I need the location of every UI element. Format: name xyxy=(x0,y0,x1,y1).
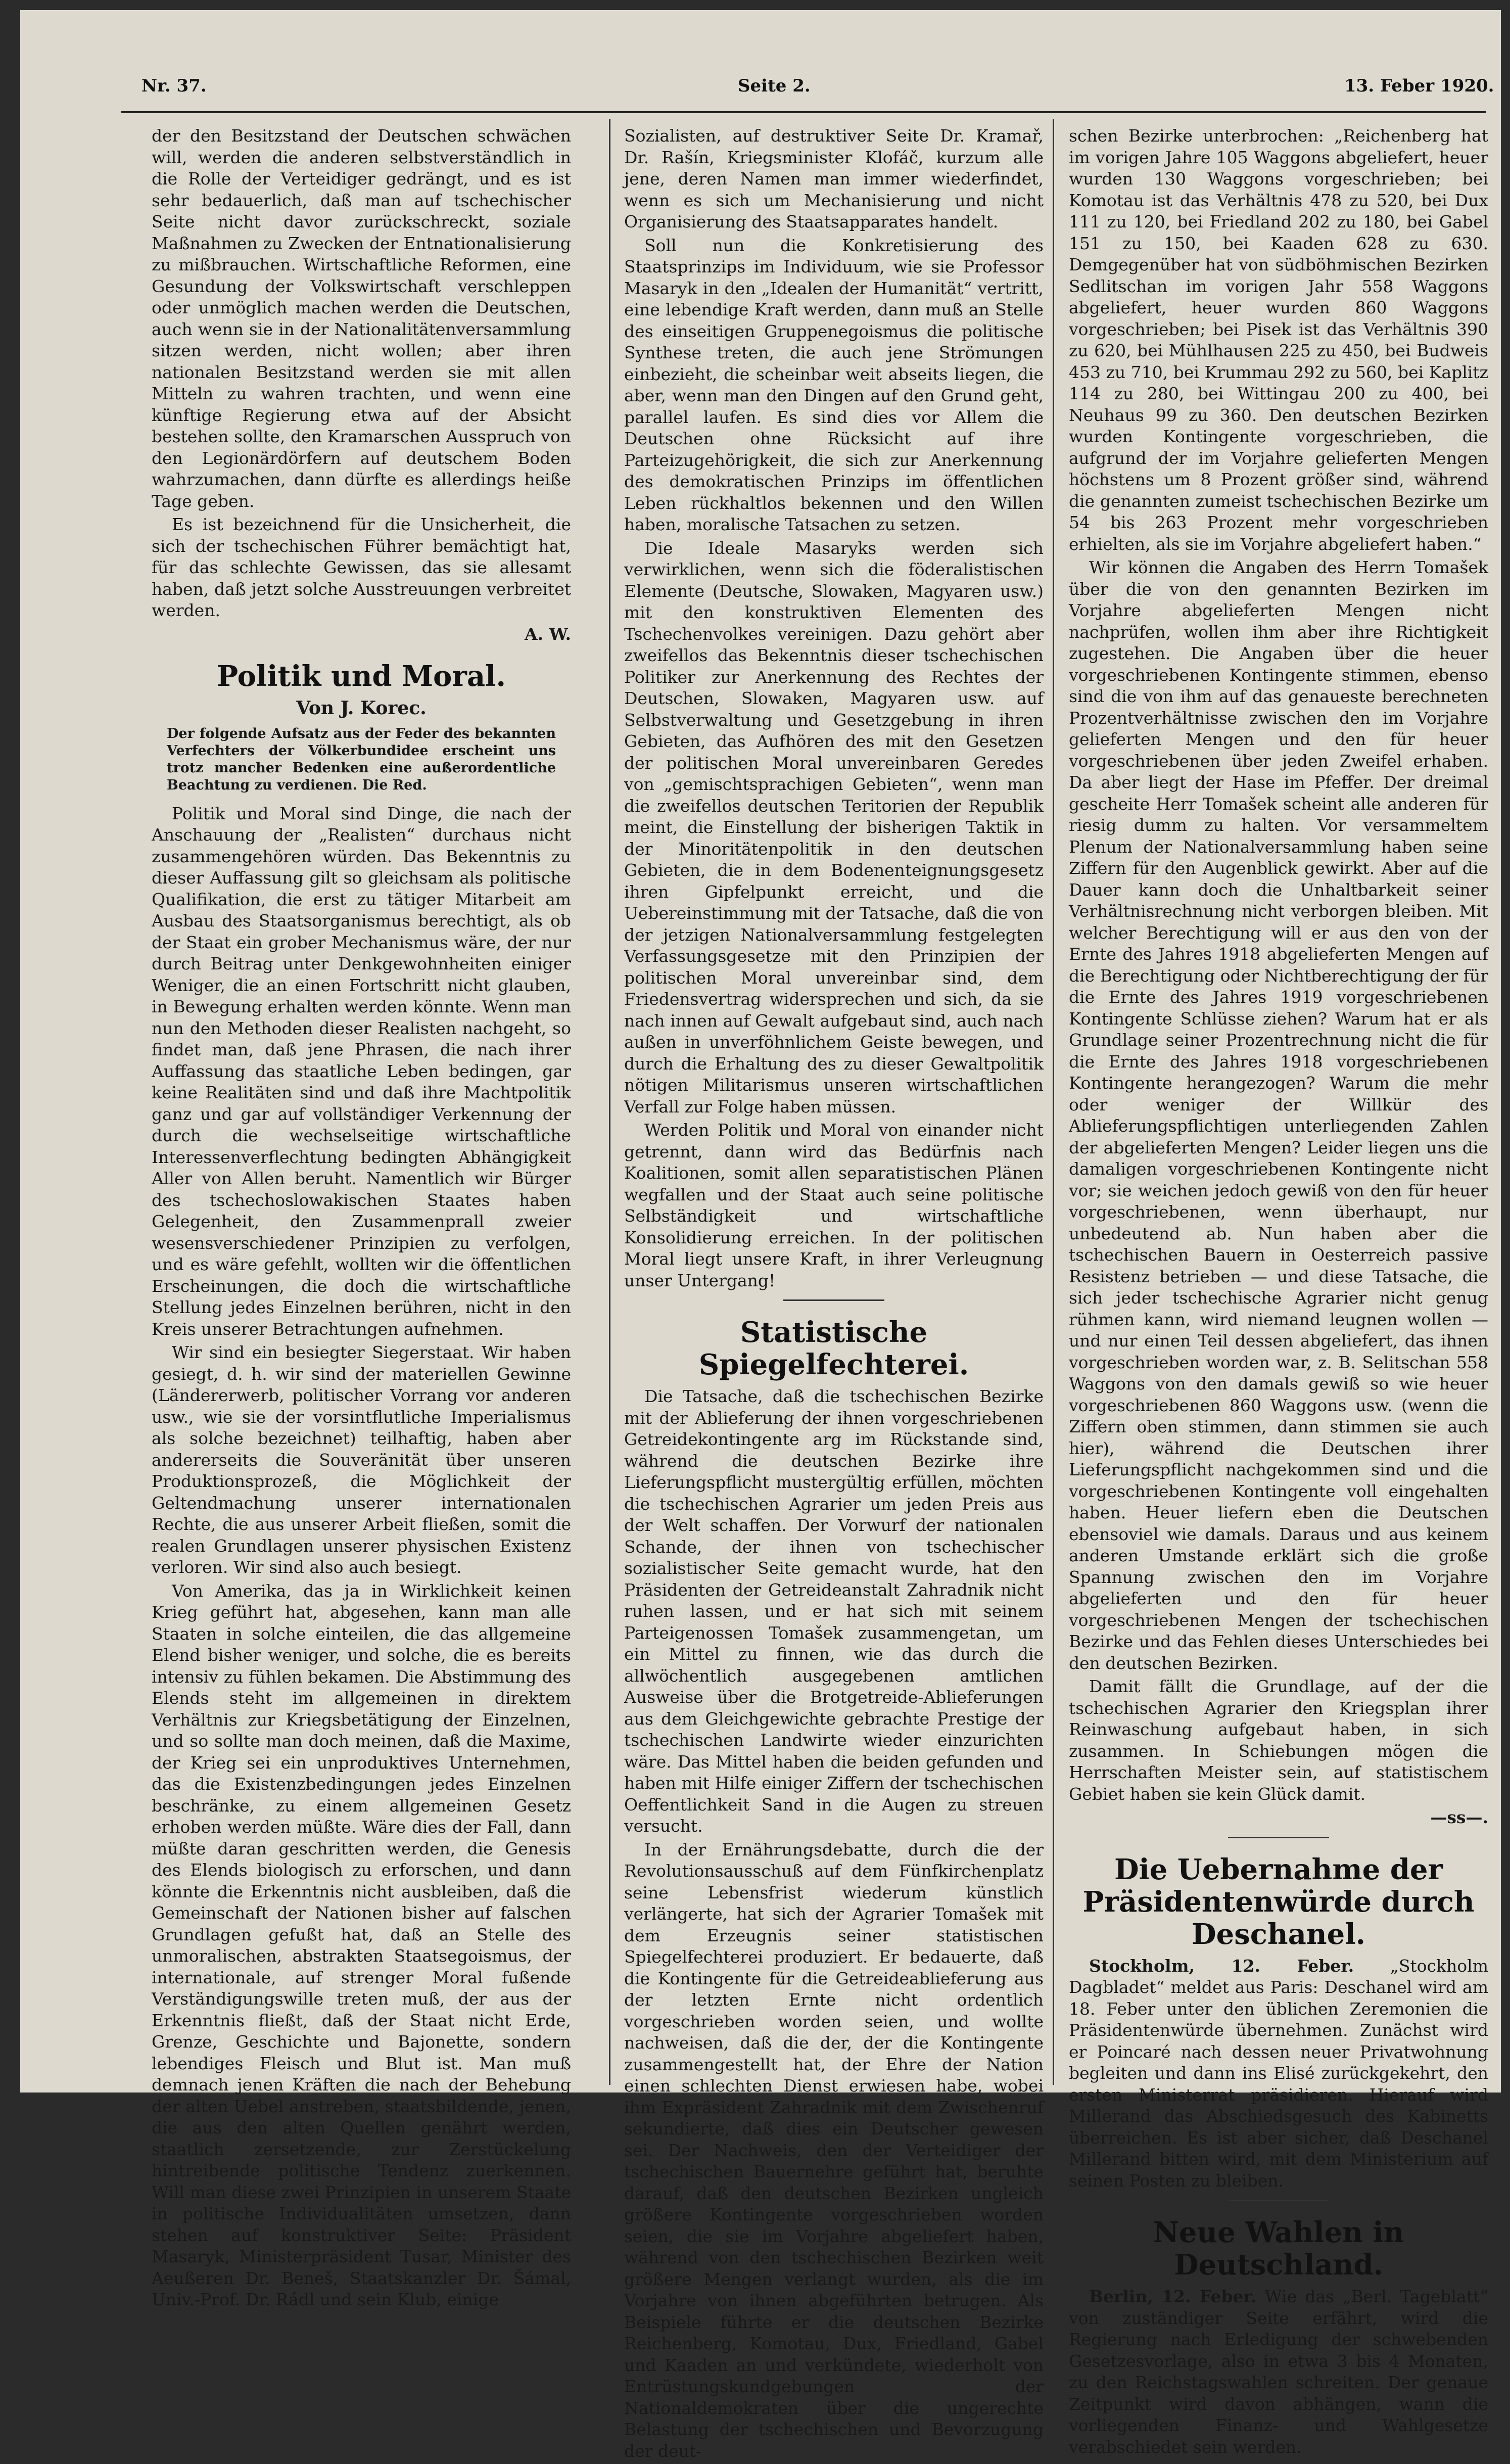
article-paragraph: Die Ideale Masaryks werden sich verwirklichen, wenn sich die föderalistischen Elemente (Deutsche, Slowaken, Magyaren usw.) mit den konstruktiven Elementen des Tschechenvolkes vereinigen. Dazu gehört aber zweifellos das Bekenntnis dieser tschechischen Politiker zur Anerkennung des Rechtes der Deutschen, Slowaken, Magyaren usw. auf Selbstverwaltung und Gesetzgebung in ihren Gebieten, das Aufhören des mit den Gesetzen der politischen Moral unvereinbaren Geredes von „gemischtsprachigen Gebieten“, wenn man die zweifellos deutschen Teritorien der Republik meint, die Einstellung der bisherigen Taktik in der Minoritätenpolitik in den deutschen Gebieten, die in dem Bodenenteignungsgesetz ihren Gipfelpunkt erreicht, und die Uebereinstimmung mit der Tatsache, daß die von der jetzigen Nationalversammlung festgelegten Verfassungsgesetze mit den Prinzipien der politischen Moral unvereinbar sind, dem Friedensvertrag widersprechen und sich, da sie nach innen auf Gewalt aufgebaut sind, auch nach außen in unverföhnlichem Geiste bewegen, und durch die Erhaltung des zu dieser Gewaltpolitik nötigen Militarismus unseren wirtschaftlichen Verfall zur Folge haben müssen. xyxy=(624,538,1044,1117)
article-paragraph: Wir sind ein besiegter Siegerstaat. Wir haben gesiegt, d. h. wir sind der materiellen Gewinne (Ländererwerb, politischer Vorrang vor anderen usw., wie sie der vorsintflutliche Imperialismus als solche bezeichnet) teilhaftig, haben aber andererseits die Souveränität über unseren Produktionsprozeß, die Möglichkeit der Geltendmachung unserer internationalen Rechte, die aus unserer Arbeit fließen, somit die realen Grundlagen unserer physischen Existenz verloren. Wir sind also auch besiegt. xyxy=(152,1342,571,1577)
editorial-note: Der folgende Aufsatz aus der Feder des bekannten Verfechters der Völkerbundidee erscheint uns trotz mancher Bedenken eine außerordentliche Beachtung zu verdienen. Die Red. xyxy=(167,725,556,793)
article-paragraph: Die Tatsache, daß die tschechischen Bezirke mit der Ablieferung der ihnen vorgeschriebenen Getreidekontingente arg im Rückstande sind, während die deutschen Bezirke ihre Lieferungspflicht mustergültig erfüllen, möchten die tschechischen Agrarier um jeden Preis aus der Welt schaffen. Der Vorwurf der nationalen Schande, der ihnen von tschechischer sozialistischer Seite gemacht wurde, hat den Präsidenten der Getreideanstalt Zahradnik nicht ruhen lassen, und er hat sich mit seinem Parteigenossen Tomašek zusammengetan, um ein Mittel zu finnen, wie das durch die allwöchentlich ausgegebenen amtlichen Ausweise über die Brotgetreide-Ablieferungen aus dem Gleichgewichte gebrachte Prestige der tschechischen Landwirte wieder einzurichten wäre. Das Mittel haben die beiden gefunden und haben mit Hilfe einiger Ziffern der tschechischen Oeffentlichkeit Sand in die Augen zu streuen versucht. xyxy=(624,1386,1044,1836)
article-byline: Von J. Korec. xyxy=(296,698,427,719)
article-paragraph: schen Bezirke unterbrochen: „Reichenberg hat im vorigen Jahre 105 Waggons abgeliefert, heuer wurden 130 Waggons vorgeschrieben; bei Komotau ist das Verhältnis 478 zu 520, bei Dux 111 zu 120, bei Friedland 202 zu 180, bei Gabel 151 zu 150, bei Kaaden 628 zu 630. Demgegenüber hat von südböhmischen Bezirken Sedlitschan im vorigen Jahr 558 Waggons abgeliefert, heuer wurden 860 Waggons vorgeschrieben; bei Pisek ist das Verhältnis 390 zu 620, bei Mühlhausen 225 zu 450, bei Budweis 453 zu 710, bei Krummau 292 zu 560, bei Kaplitz 114 zu 280, bei Wittingau 200 zu 400, bei Neuhaus 99 zu 360. Den deutschen Bezirken wurden Kontingente vorgeschrieben, die aufgrund der im Vorjahre gelieferten Mengen höchstens um 8 Prozent größer sind, während die genannten zumeist tschechischen Bezirke um 54 bis 263 Prozent mehr vorgeschrieben erhielten, als sie im Vorjahre abgeliefert haben.“ xyxy=(1069,126,1488,554)
column-divider xyxy=(1053,119,1054,2085)
article-paragraph: der den Besitzstand der Deutschen schwächen will, werden die anderen selbstverständlich in die Rolle der Verteidiger gedrängt, und es ist sehr bedauerlich, daß man auf tschechischer Seite nicht davor zurückschreckt, soziale Maßnahmen zu Zwecken der Entnationalisierung zu mißbrauchen. Wirtschaftliche Reformen, eine Gesundung der Volkswirtschaft verschleppen oder unmöglich machen werden die Deutschen, auch wenn sie in der Nationalitätenversammlung sitzen werden, nicht wollen; aber ihren nationalen Besitzstand werden sie mit allen Mitteln zu wahren trachten, und wenn eine künftige Regierung etwa auf der Absicht bestehen sollte, den Kramarschen Ausspruch von den Legionärdörfern auf deutschem Boden wahrzumachen, dann dürfte es allerdings heiße Tage geben. xyxy=(152,126,571,511)
article-paragraph: Werden Politik und Moral von einander nicht getrennt, dann wird das Bedürfnis nach Koalitionen, somit allen separatistischen Plänen wegfallen und der Staat auch seine politische Selbständigkeit und wirtschaftliche Konsolidierung erreichen. In der politischen Moral liegt unsere Kraft, in ihrer Verleugnung unser Untergang! xyxy=(624,1120,1044,1290)
news-body: „Stockholm Dagbladet“ meldet aus Paris: Deschanel wird am 18. Feber unter den üblichen Zeremonien die Präsidentenwürde übernehmen. Zunächst wird er Poincaré nach dessen neuer Privatwohnung begleiten und dann ins Elisé zurückgekehrt, den ersten Ministerrat präsidieren. Hierauf wird Millerand das Abschiedsgesuch des Kabinetts überreichen. Es ist aber sicher, daß Deschanel Millerand bitten wird, mit dem Ministerium auf seinen Posten zu bleiben. xyxy=(1069,1956,1488,2191)
article-paragraph: Soll nun die Konkretisierung des Staatsprinzips im Individuum, wie sie Professor Masaryk in den „Idealen der Humanität“ vertritt, eine lebendige Kraft werden, dann muß an Stelle des einseitigen Gruppenegoismus die politische Synthese treten, die auch jene Strömungen einbezieht, die scheinbar weit abseits liegen, die aber, wenn man den Dingen auf den Grund geht, parallel laufen. Es sind dies vor Allem die Deutschen ohne Rücksicht auf ihre Parteizugehörigkeit, die sich zur Anerkennung des demokratischen Prinzips im öffentlichen Leben rückhaltlos bekennen und den Willen haben, moralische Tatsachen zu setzen. xyxy=(624,235,1044,534)
article-headline: Politik und Moral. xyxy=(217,660,506,693)
article-headline: Statistische Spiegelfechterei. xyxy=(698,1316,969,1381)
dateline: Berlin, 12. Feber. xyxy=(1089,2287,1257,2306)
section-divider xyxy=(783,1299,884,1301)
issue-date: 13. Feber 1920. xyxy=(1344,76,1494,96)
column-divider xyxy=(609,119,610,2085)
section-divider xyxy=(1228,1837,1329,1838)
dateline: Stockholm, 12. Feber. xyxy=(1089,1956,1354,1976)
section-divider xyxy=(1228,2200,1329,2201)
page-number: Seite 2. xyxy=(738,76,811,96)
article-paragraph: Damit fällt die Grundlage, auf der die tschechischen Agrarier den Kriegsplan ihrer Reinwaschung aufgebaut haben, in sich zusammen. In Schiebungen mögen die Herrschaften Meister sein, auf statistischem Gebiet haben sie kein Glück damit. xyxy=(1069,1677,1488,1804)
article-paragraph: Es ist bezeichnend für die Unsicherheit, die sich der tschechischen Führer bemächtigt hat, für das schlechte Gewissen, das sie allesamt haben, daß jetzt solche Ausstreuungen verbreitet werden. xyxy=(152,515,571,620)
column-3 xyxy=(1069,125,1488,2460)
article-paragraph: Wir können die Angaben des Herrn Tomašek über die von den genannten Bezirken im Vorjahre abgelieferten Mengen nicht nachprüfen, wollen ihm aber ihre Richtigkeit zugestehen. Die Angaben über die heuer vorgeschriebenen Kontingente stimmen, ebenso sind die von ihm auf das genaueste berechneten Prozentverhältnisse zwischen den im Vorjahre gelieferten Mengen und den für heuer vorgeschriebenen über jeden Zweifel erhaben. Da aber liegt der Hase im Pfeffer. Der dreimal gescheite Herr Tomašek scheint alle anderen für riesig dumm zu halten. Vor versammeltem Plenum der Nationalversammlung haben seine Ziffern für den Augenblick gewirkt. Aber auf die Dauer kann doch die Unhaltbarkeit seiner Verhältnisrechnung nicht verborgen bleiben. Mit welcher Berechtigung will er aus den von der Ernte des Jahres 1918 abgelieferten Mengen auf die Berechtigung oder Nichtberechtigung der für die Ernte des Jahres 1919 vorgeschriebenen Kontingente Schlüsse ziehen? Warum hat er als Grundlage seiner Prozentrechnung nicht die für die Ernte des Jahres 1918 vorgeschriebenen Kontingente herangezogen? Warum die mehr oder weniger der Willkür des Ablieferungspflichtigen unterliegenden Zahlen der abgelieferten Mengen? Leider liegen uns die damaligen vorgeschriebenen Kontingente nicht vor; sie weichen jedoch gewiß von den für heuer vorgeschriebenen, wenn überhaupt, nur unbedeutend ab. Nun haben aber die tschechischen Bauern in Oesterreich passive Resistenz betrieben — und diese Tatsache, die sich jeder tschechische Agrarier nicht genug rühmen kann, wird niemand leugnen wollen — und nur einen Teil dessen abgeliefert, das ihnen vorgeschrieben worden war, z. B. Selitschan 558 Waggons von den damals gewiß so wie heuer vorgeschriebenen 860 Waggons usw. (wenn die Ziffern oben stimmen, dann stimmen sie auch hier), während die Deutschen ihrer Lieferungspflicht nachgekommen sind und die vorgeschriebenen Kontingente voll eingehalten haben. Heuer liefern eben die Deutschen ebensoviel wie damals. Daraus und aus keinem anderen Umstande erklärt sich die große Spannung zwischen den im Vorjahre abgelieferten und den für heuer vorgeschriebenen Mengen der tschechischen Bezirke und das Fehlen dieses Unterschiedes bei den deutschen Bezirken. xyxy=(1069,557,1488,1673)
article-paragraph: Von Amerika, das ja in Wirklichkeit keinen Krieg geführt hat, abgesehen, kann man alle Staaten in solche einteilen, die das allgemeine Elend bisher weniger, und solche, die es bereits intensiv zu fühlen bekamen. Die Abstimmung des Elends steht im allgemeinen in direktem Verhältnis zur Kriegsbetätigung der Einzelnen, und so sollte man doch meinen, daß die Maxime, der Krieg sei ein unproduktives Unternehmen, das die Existenzbedingungen jedes Einzelnen beschränke, zu einem allgemeinen Gesetz erhoben werden müßte. Wäre dies der Fall, dann müßte daran geschritten werden, die Genesis des Elends biologisch zu erforschen, und dann könnte die Erkenntnis nicht ausbleiben, daß die Gemeinschaft der Nationen bisher auf falschen Grundlagen gefußt hat, daß an Stelle des unmoralischen, abstrakten Staatsegoismus, der internationale, auf strenger Moral fußende Verständigungswille treten muß, der aus der Erkenntnis fließt, daß der Staat nicht Erde, Grenze, Geschichte und Bajonette, sondern lebendiges Fleisch und Blut ist. Man muß demnach jenen Kräften die nach der Behebung der alten Uebel anstreben, staatsbildende, jenen, die aus den alten Quellen genährt werden, staatlich zersetzende, zur Zerstückelung hintreibende politische Tendenz zuerkennen. Will man diese zwei Prinzipien in unserem Staate in politische Individualitäten umsetzen, dann stehen auf konstruktiver Seite: Präsident Masaryk, Ministerpräsident Tusar, Minister des Aeußeren Dr. Beneš, Staatskanzler Dr. Šámal, Univ.-Prof. Dr. Rádl und sein Klub, einige xyxy=(152,1580,571,2309)
author-signature: —ss—. xyxy=(1430,1807,1488,1827)
article-headline: Neue Wahlen in Deutschland. xyxy=(1153,2216,1404,2282)
article-headline: Die Uebernahme der Präsidentenwürde durch Deschanel. xyxy=(1082,1852,1475,1951)
news-body: Wie das „Berl. Tageblatt“ von zuständiger Seite erfährt, wird die Regierung nach Erledigung der schwebenden Gesetzesvorlage, also in etwa 3 bis 4 Monaten, zu den Reichstagswahlen schreiten. Der genaue Zeitpunkt wird davon abhängen, wann die vorliegenden Finanz- und Wahlgesetze verabschiedet sein werden. xyxy=(1069,2287,1488,2457)
newspaper-page xyxy=(20,10,1501,2461)
issue-number: Nr. 37. xyxy=(141,76,207,96)
column-2 xyxy=(624,125,1044,2464)
column-1 xyxy=(152,125,571,2313)
article-paragraph: Politik und Moral sind Dinge, die nach der Anschauung der „Realisten“ durchaus nicht zusammengehören würden. Das Bekenntnis zu dieser Auffassung gilt so gleichsam als politische Qualifikation, die erst zu tätiger Mitarbeit am Ausbau des Staatsorganismus berechtigt, als ob der Staat ein grober Mechanismus wäre, der nur durch Beitrag unter Denkgewohnheiten einiger Weniger, die an einen Fortschritt nicht glauben, in Bewegung erhalten werden könnte. Wenn man nun den Methoden dieser Realisten nachgeht, so findet man, daß jene Phrasen, die nach ihrer Auffassung das staatliche Leben bedingen, gar keine Realitäten sind und daß ihre Machtpolitik ganz und gar auf vollständiger Verkennung der durch die wechselseitige wirtschaftliche Interessenverflechtung bedingten Abhängigkeit Aller von Allen beruht. Namentlich wir Bürger des tschechoslowakischen Staates haben Gelegenheit, den Zusammenprall zweier wesensverschiedener Prinzipien zu verfolgen, und es wäre gefehlt, wollten wir die öffentlichen Erscheinungen, die doch die wirtschaftliche Stellung jedes Einzelnen berühren, nicht in den Kreis unserer Betrachtungen aufnehmen. xyxy=(152,803,571,1339)
author-signature: A. W. xyxy=(525,624,571,644)
article-paragraph: In der Ernährungsdebatte, durch die der Revolutionsausschuß auf dem Fünfkirchenplatz seine Lebensfrist wiederum künstlich verlängerte, hat sich der Agrarier Tomašek mit dem Erzeugnis seiner statistischen Spiegelfechterei produziert. Er bedauerte, daß die Kontingente für die Getreideablieferung aus der letzten Ernte nicht ordentlich vorgeschrieben worden seien, und wollte nachweisen, daß die der, der die Kontingente zusammengestellt hat, der Ehre der Nation einen schlechten Dienst erwiesen habe, wobei ihm Expräsident Zahradnik mit dem Zwischenruf sekundierte, daß dies ein Deutscher gewesen sei. Der Nachweis, den der Verteidiger der tschechischen Bauernehre geführt hat, beruhte darauf, daß den deutschen Bezirken ungleich größere Kontingente vorgeschrieben worden seien, die sie im Vorjahre abgeliefert haben, während von den tschechischen Bezirken weit größere Mengen verlangt wurden, als die im Vorjahre von ihnen abgeführten betrugen. Als Beispiele führte er die deutschen Bezirke Reichenberg, Komotau, Dux, Friedland, Gabel und Kaaden an und verkündete, wiederholt von Entrüstungskundgebungen der Nationaldemokraten über die ungerechte Belastung der tschechischen und Bevorzugung der deut- xyxy=(624,1839,1044,2461)
header-rule xyxy=(121,111,1486,113)
article-paragraph: Sozialisten, auf destruktiver Seite Dr. Kramař, Dr. Rašín, Kriegsminister Klofáč, kurzum alle jene, deren Namen man immer wiederfindet, wenn es sich um Mechanisierung und nicht Organisierung des Staatsapparates handelt. xyxy=(624,126,1044,231)
